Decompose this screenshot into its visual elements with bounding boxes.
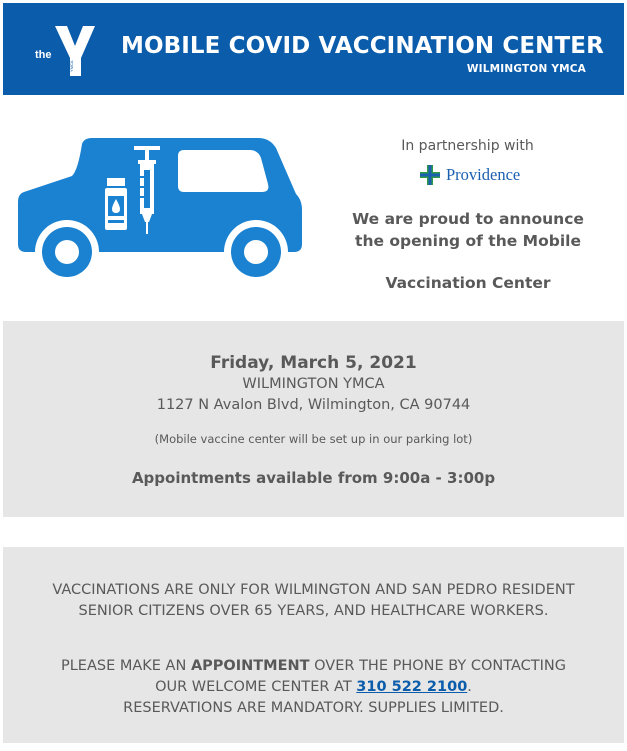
event-note: (Mobile vaccine center will be set up in our parking lot) xyxy=(154,432,473,446)
mobile-van-illustration xyxy=(12,136,312,286)
svg-text:the: the xyxy=(35,49,52,61)
ymca-logo xyxy=(33,20,103,80)
providence-name: Providence xyxy=(446,165,521,184)
event-details-box xyxy=(3,321,624,517)
vaccine-vial-icon xyxy=(105,178,127,230)
eligibility-line: SENIOR CITIZENS OVER 65 YEARS, AND HEALTHCARE WORKERS. xyxy=(78,603,549,619)
reservation-notice: RESERVATIONS ARE MANDATORY. SUPPLIES LIMITED. xyxy=(123,700,504,716)
announcement-line: the opening of the Mobile xyxy=(355,232,581,250)
announcement xyxy=(328,208,608,294)
phone-link[interactable]: 310 522 2100 xyxy=(356,679,468,695)
contact-text-part: OUR WELCOME CENTER AT xyxy=(155,679,357,695)
event-date: Friday, March 5, 2021 xyxy=(210,353,417,373)
contact-text-part: OVER THE PHONE BY CONTACTING xyxy=(309,658,567,674)
event-address: 1127 N Avalon Blvd, Wilmington, CA 90744 xyxy=(156,397,471,413)
announcement-line: Vaccination Center xyxy=(385,274,551,292)
eligibility-text xyxy=(3,580,624,622)
event-venue: WILMINGTON YMCA xyxy=(242,376,385,392)
announcement-line: We are proud to announce xyxy=(352,210,584,228)
appointment-emphasis: APPOINTMENT xyxy=(190,658,310,674)
contact-text xyxy=(3,656,624,719)
eligibility-line: VACCINATIONS ARE ONLY FOR WILMINGTON AND SAN PEDRO RESIDENT xyxy=(52,582,575,598)
svg-text:YMCA: YMCA xyxy=(69,60,74,72)
partnership-text: In partnership with xyxy=(401,138,534,154)
eligibility-box xyxy=(3,547,624,743)
providence-logo xyxy=(420,163,520,187)
appointment-hours: Appointments available from 9:00a - 3:00p xyxy=(131,469,496,487)
contact-text-part: . xyxy=(467,679,472,695)
page-title: MOBILE COVID VACCINATION CENTER xyxy=(121,33,604,59)
header-subtitle: WILMINGTON YMCA xyxy=(466,63,586,75)
contact-text-part: PLEASE MAKE AN xyxy=(60,658,191,674)
header-banner xyxy=(3,3,624,95)
providence-cross-icon xyxy=(420,165,440,185)
